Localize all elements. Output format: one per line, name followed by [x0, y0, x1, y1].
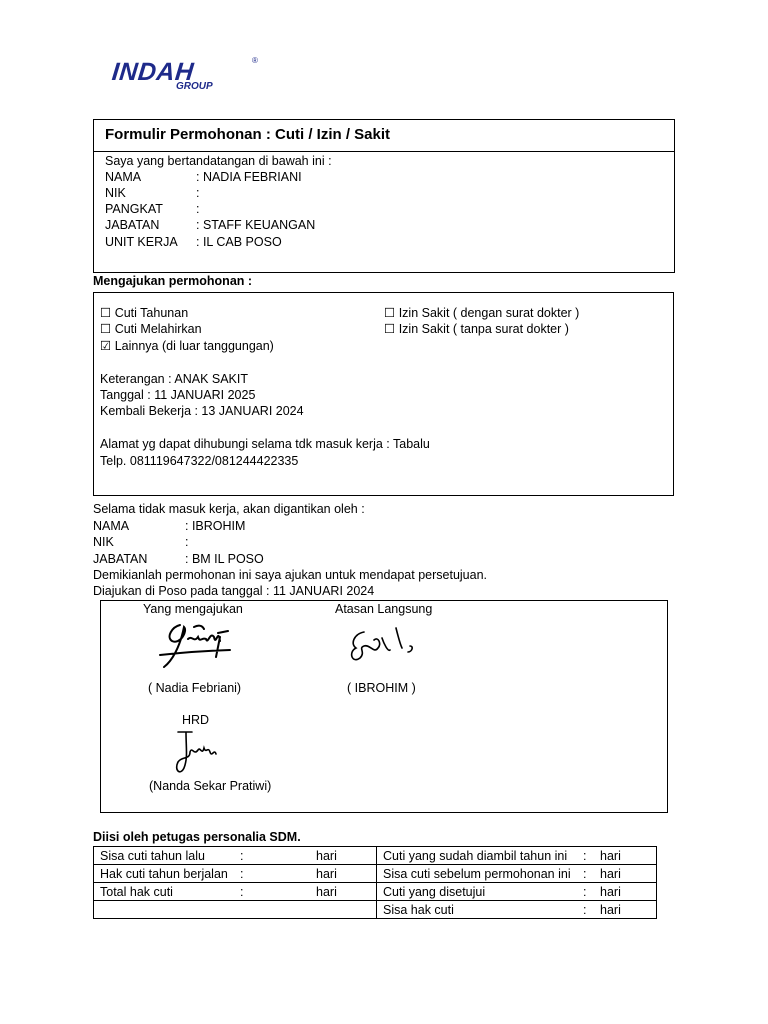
option-cuti-tahunan[interactable] [100, 305, 188, 321]
field-label: PANGKAT [105, 202, 163, 216]
form-title: Formulir Permohonan : Cuti / Izin / Sakit [105, 126, 391, 143]
field-label: NAMA [105, 170, 142, 184]
applicant-signature [158, 617, 234, 675]
leave-balance-table [93, 846, 657, 919]
supervisor-name: ( IBROHIM ) [347, 681, 416, 695]
cell-colon: : [583, 848, 587, 863]
logo-subtitle: GROUP [176, 81, 213, 92]
cell-unit: hari [600, 866, 621, 881]
checked-checkbox-icon[interactable]: ☑ [100, 339, 112, 353]
supervisor-signature [344, 622, 420, 672]
right-cell [377, 883, 657, 901]
field-label: UNIT KERJA [105, 235, 178, 249]
field-value: : IBROHIM [185, 519, 246, 533]
field-value: : BM IL POSO [185, 552, 264, 566]
option-label: Izin Sakit ( tanpa surat dokter ) [398, 322, 569, 336]
option-label: Izin Sakit ( dengan surat dokter ) [398, 306, 580, 320]
hrd-role: HRD [182, 713, 210, 727]
cell-unit: hari [316, 884, 337, 899]
cell-colon: : [583, 866, 587, 881]
cell-label: Total hak cuti [100, 884, 173, 899]
field-value: : IL CAB POSO [196, 235, 282, 249]
supervisor-role: Atasan Langsung [335, 602, 433, 616]
cell-label: Sisa hak cuti [383, 902, 454, 917]
hrd-signature [172, 728, 220, 778]
checkbox-icon[interactable]: ☐ [100, 306, 112, 320]
applicant-role: Yang mengajukan [143, 602, 243, 616]
cell-colon: : [583, 884, 587, 899]
option-izin-sakit-dengan-surat[interactable] [384, 305, 579, 321]
hr-section-heading: Diisi oleh petugas personalia SDM. [93, 830, 301, 844]
field-value: : [196, 186, 200, 200]
field-value: : STAFF KEUANGAN [196, 218, 316, 232]
cell-unit: hari [316, 848, 337, 863]
table-row [94, 901, 657, 919]
table-row [94, 883, 657, 901]
applicant-intro: Saya yang bertandatangan di bawah ini : [105, 154, 332, 168]
option-cuti-melahirkan[interactable] [100, 321, 202, 337]
left-cell [94, 865, 377, 883]
telp: Telp. 081119647322/081244422335 [100, 454, 299, 468]
table-row [94, 847, 657, 865]
cell-label: Sisa cuti tahun lalu [100, 848, 205, 863]
table-row [94, 865, 657, 883]
replacement-intro: Selama tidak masuk kerja, akan digantikan oleh : [93, 502, 365, 516]
request-heading: Mengajukan permohonan : [93, 274, 253, 288]
field-value: : [196, 202, 200, 216]
option-lainnya[interactable] [100, 338, 274, 354]
left-cell [94, 847, 377, 865]
cell-unit: hari [600, 902, 621, 917]
company-logo [112, 54, 262, 96]
field-label: JABATAN [93, 552, 148, 566]
checkbox-icon[interactable]: ☐ [384, 306, 396, 320]
cell-colon: : [240, 884, 244, 899]
cell-unit: hari [600, 848, 621, 863]
cell-label: Sisa cuti sebelum permohonan ini [383, 866, 571, 881]
closing-statement: Demikianlah permohonan ini saya ajukan untuk mendapat persetujuan. [93, 568, 488, 582]
tanggal: Tanggal : 11 JANUARI 2025 [100, 388, 256, 402]
cell-unit: hari [316, 866, 337, 881]
right-cell [377, 865, 657, 883]
left-cell [94, 883, 377, 901]
logo-brand: INDAH [110, 58, 196, 86]
left-cell [94, 901, 377, 919]
field-value: : NADIA FEBRIANI [196, 170, 302, 184]
cell-colon: : [240, 866, 244, 881]
right-cell [377, 847, 657, 865]
option-label: Cuti Melahirkan [114, 322, 202, 336]
alamat: Alamat yg dapat dihubungi selama tdk masuk kerja : Tabalu [100, 437, 430, 451]
cell-colon: : [583, 902, 587, 917]
keterangan: Keterangan : ANAK SAKIT [100, 372, 248, 386]
option-izin-sakit-tanpa-surat[interactable] [384, 321, 569, 337]
field-label: NAMA [93, 519, 130, 533]
applicant-name: ( Nadia Febriani) [148, 681, 242, 695]
submitted-date: Diajukan di Poso pada tanggal : 11 JANUARI 2024 [93, 584, 375, 598]
field-label: NIK [105, 186, 126, 200]
field-value: : [185, 535, 189, 549]
checkbox-icon[interactable]: ☐ [384, 322, 396, 336]
kembali-bekerja: Kembali Bekerja : 13 JANUARI 2024 [100, 404, 304, 418]
cell-colon: : [240, 848, 244, 863]
cell-unit: hari [600, 884, 621, 899]
logo-registered-mark: ® [252, 56, 258, 65]
checkbox-icon[interactable]: ☐ [100, 322, 112, 336]
cell-label: Cuti yang sudah diambil tahun ini [383, 848, 568, 863]
field-label: JABATAN [105, 218, 160, 232]
option-label: Cuti Tahunan [114, 306, 189, 320]
right-cell [377, 901, 657, 919]
option-label: Lainnya (di luar tanggungan) [114, 339, 274, 353]
field-label: NIK [93, 535, 114, 549]
title-divider [93, 151, 675, 152]
cell-label: Cuti yang disetujui [383, 884, 486, 899]
cell-label: Hak cuti tahun berjalan [100, 866, 228, 881]
hrd-name: (Nanda Sekar Pratiwi) [149, 779, 272, 793]
